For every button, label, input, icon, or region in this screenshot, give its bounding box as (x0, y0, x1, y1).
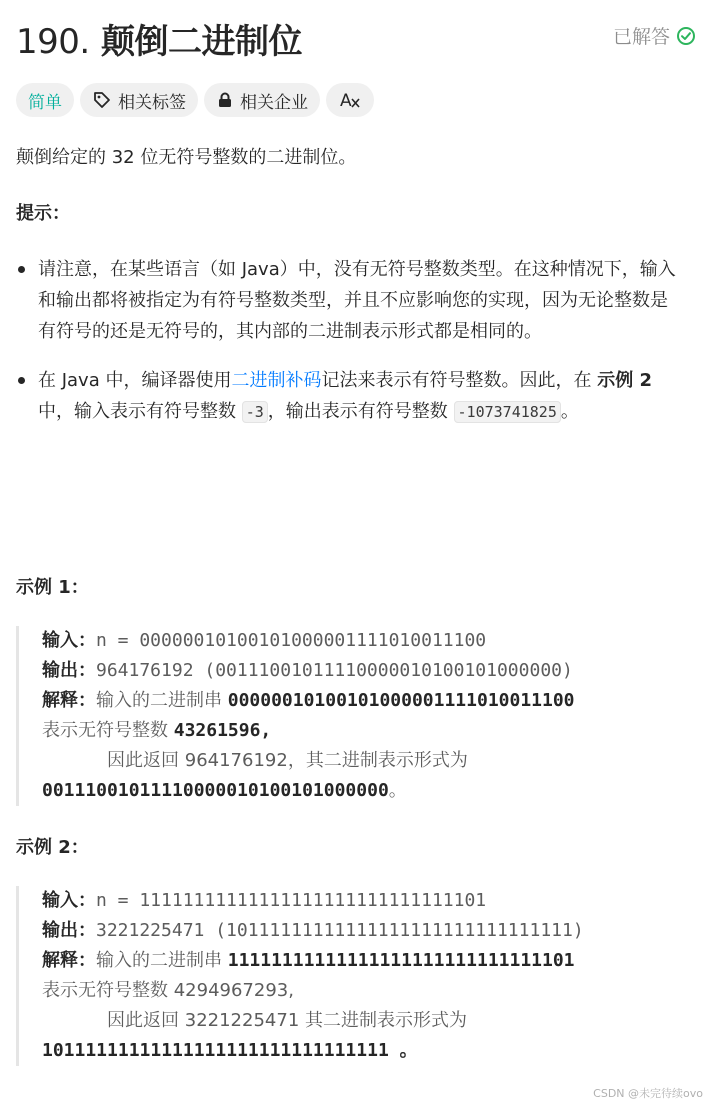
problem-header (16, 14, 696, 62)
related-companies-button[interactable] (204, 83, 320, 117)
input-label: 输入： (42, 890, 96, 911)
hint-text-2d: ，输出表示有符号整数 (267, 401, 454, 422)
explain-label: 解释： (42, 950, 96, 971)
explain-text-a: 输入的二进制串 (96, 950, 228, 971)
hint-item (16, 254, 676, 347)
hint-text-2b: 记法来表示有符号整数。因此，在 (321, 370, 598, 391)
explain-text-c: 因此返回 964176192，其二进制表示形式为 (107, 750, 468, 771)
input-value: n = 11111111111111111111111111111101 (96, 890, 487, 911)
related-tags-button[interactable] (80, 83, 198, 117)
check-circle-icon (676, 26, 696, 46)
svg-text:A: A (340, 91, 352, 110)
output-value: 3221225471 (10111111111111111111111111111111) (96, 920, 584, 941)
problem-description (16, 142, 686, 173)
hint-text-2c: 中，输入表示有符号整数 (38, 401, 242, 422)
tag-bar (16, 83, 374, 117)
hint-text-2e: 。 (560, 401, 579, 422)
difficulty-label: 简单 (28, 92, 62, 113)
explain-result: 10111111111111111111111111111111 。 (42, 1040, 418, 1061)
problem-number: 190. (16, 22, 90, 62)
description-text: 颠倒给定的 32 位无符号整数的二进制位。 (16, 147, 357, 168)
problem-name: 颠倒二进制位 (101, 22, 303, 62)
watermark: CSDN @未完待续ovo (593, 1087, 703, 1100)
explain-end: 。 (388, 780, 407, 801)
output-label: 输出： (42, 920, 96, 941)
explain-text-a: 输入的二进制串 (96, 690, 228, 711)
inline-code-minus3: -3 (242, 401, 268, 423)
explain-binary: 11111111111111111111111111111101 (227, 950, 575, 971)
example-2-block (16, 886, 702, 1066)
output-label: 输出： (42, 660, 96, 681)
hint-list (16, 254, 676, 446)
explain-number: 43261596, (173, 720, 272, 741)
hint-title: 提示： (16, 203, 70, 224)
twos-complement-link[interactable]: 二进制补码 (231, 370, 322, 391)
related-companies-label: 相关企业 (240, 92, 308, 113)
example-2-title: 示例 2： (16, 837, 89, 858)
input-label: 输入： (42, 630, 96, 651)
explain-text-c: 因此返回 3221225471 其二进制表示形式为 (107, 1010, 467, 1031)
hint-text-1: 请注意，在某些语言（如 Java）中，没有无符号整数类型。在这种情况下，输入和输出都将被指定为有符号整数类型，并且不应影响您的实现，因为无论整数是有符号的还是无符号的，其内部的二进制表示形式都是相同的。 (38, 259, 676, 342)
hint-item (16, 365, 676, 428)
solved-status[interactable] (613, 22, 696, 49)
input-value: n = 00000010100101000001111010011100 (96, 630, 487, 651)
explain-label: 解释： (42, 690, 96, 711)
example-1-block (16, 626, 702, 806)
translate-icon (338, 90, 362, 110)
related-tags-label: 相关标签 (118, 92, 186, 113)
explain-binary: 00000010100101000001111010011100 (227, 690, 575, 711)
translate-button[interactable] (326, 83, 374, 117)
problem-title (16, 14, 302, 63)
output-value: 964176192 (00111001011110000010100101000000) (96, 660, 573, 681)
lock-icon (216, 91, 234, 109)
inline-code-result: -1073741825 (454, 401, 561, 423)
example-1-title: 示例 1： (16, 577, 89, 598)
hint-example-ref: 示例 2 (597, 370, 652, 391)
explain-text-b: 表示无符号整数 4294967293, (42, 980, 294, 1001)
hint-text-2a: 在 Java 中，编译器使用 (38, 370, 232, 391)
explain-text-b: 表示无符号整数 (42, 720, 174, 741)
solved-label: 已解答 (612, 26, 670, 48)
tag-icon (92, 90, 112, 110)
explain-result: 00111001011110000010100101000000 (42, 780, 389, 801)
difficulty-tag[interactable] (16, 83, 74, 117)
